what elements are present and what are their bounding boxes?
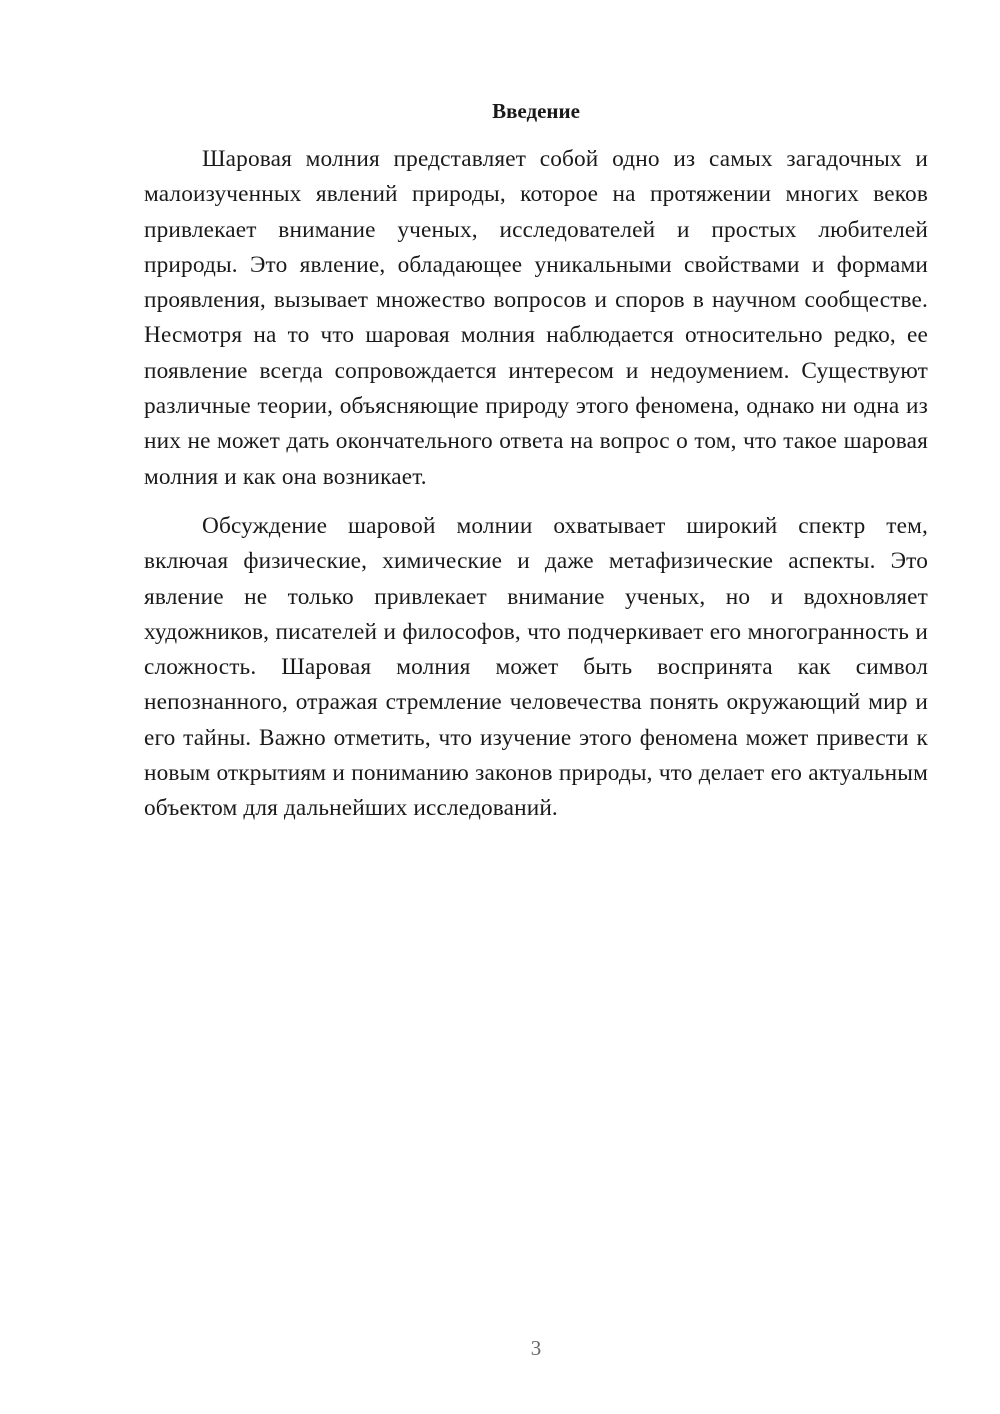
paragraph-2: Обсуждение шаровой молнии охватывает широкий спектр тем, включая физические, химические и даже метафизические аспекты. Это явление не только привлекает внимание ученых, но и вдохновляет художников, писателей и философов, что подчеркивает его многогранность и сложность. Шаровая молния может быть воспринята как символ непознанного, отражая стремление человечества понять окружающий мир и его тайны. Важно отметить, что изучение этого феномена может привести к новым открытиям и пониманию законов природы, что делает его актуальным объектом для дальнейших исследований. [144, 512, 928, 822]
paragraph-1: Шаровая молния представляет собой одно из самых загадочных и малоизученных явлений природы, которое на протяжении многих веков привлекает внимание ученых, исследователей и простых любителей природы. Это явление, обладающее уникальными свойствами и формами проявления, вызывает множество вопросов и споров в научном сообществе. Несмотря на то что шаровая молния наблюдается относительно редко, ее появление всегда сопровождается интересом и недоумением. Существуют различные теории, объясняющие природу этого феномена, однако ни одна из них не может дать окончательного ответа на вопрос о том, что такое шаровая молния и как она возникает. [144, 146, 928, 490]
body-text [144, 142, 928, 827]
page-number: 3 [530, 1336, 542, 1360]
section-title: Введение [492, 99, 580, 123]
